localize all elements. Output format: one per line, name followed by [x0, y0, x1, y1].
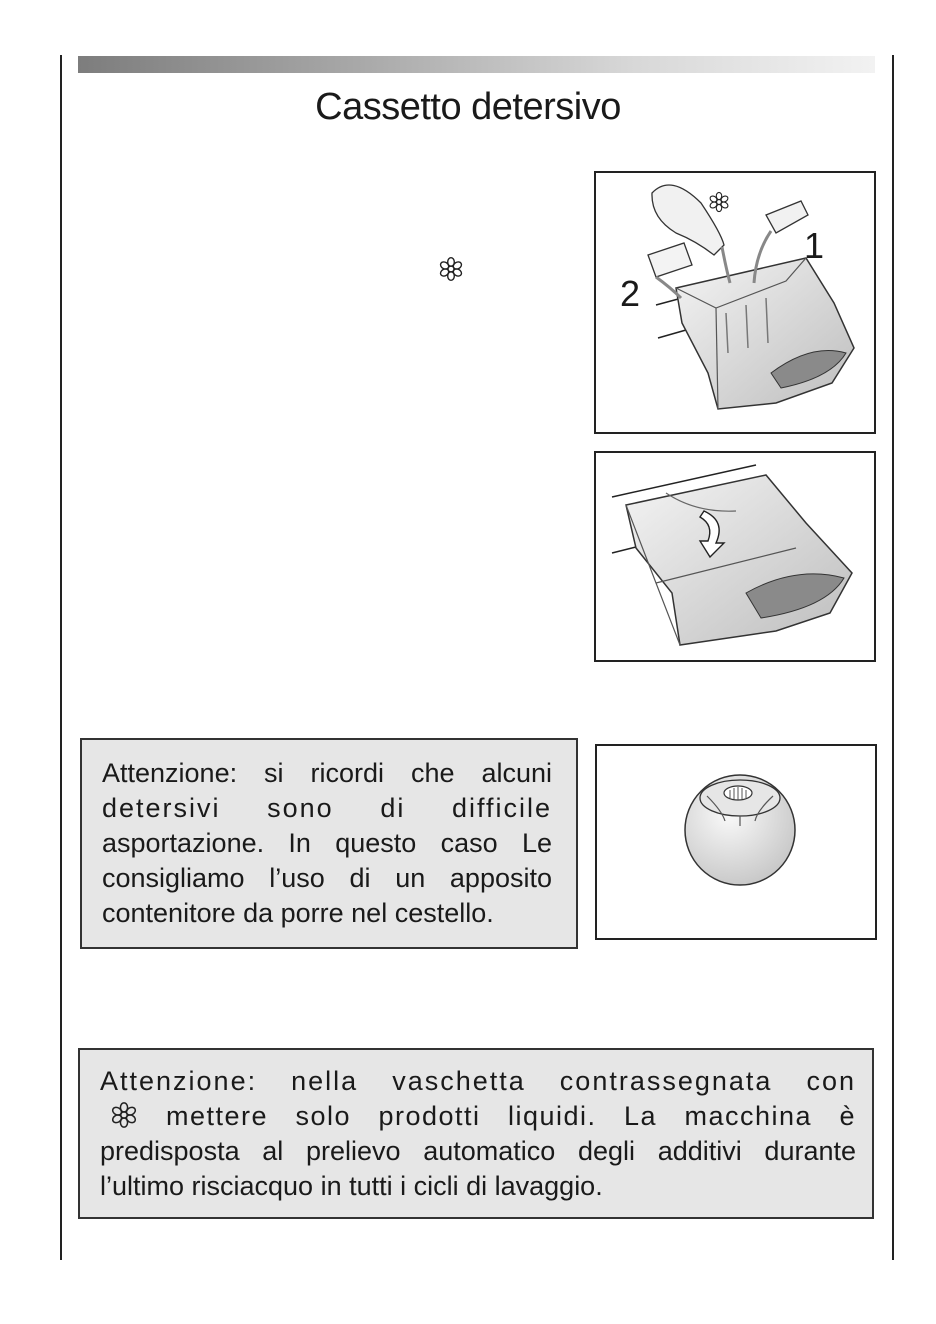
warning-note-liquid-only	[78, 1048, 874, 1219]
note-line: mettere solo prodotti liquidi. La macchina è	[166, 1101, 856, 1131]
drawer-arrow-illustration	[594, 451, 876, 662]
note-line: detersivi sono di difficile	[102, 793, 552, 823]
dispenser-ball-illustration	[595, 744, 877, 940]
note-line: predisposta al prelievo automatico degli additivi durante	[100, 1136, 856, 1166]
drawer-arrow-drawing	[596, 453, 874, 660]
note-line: Attenzione: si ricordi che alcuni	[102, 758, 552, 788]
note-line: asportazione. In questo caso Le	[102, 828, 552, 858]
note-line: consigliamo l’uso di un apposito	[102, 863, 552, 893]
detergent-ball-icon	[597, 746, 875, 938]
warning-note-detergents	[80, 738, 578, 949]
flower-softener-icon	[438, 256, 464, 282]
right-margin-rule	[892, 55, 894, 1260]
drawer-fill-illustration	[594, 171, 876, 434]
note-line: contenitore da porre nel cestello.	[102, 898, 494, 928]
flower-softener-icon	[110, 1101, 138, 1129]
left-margin-rule	[60, 55, 62, 1260]
compartment-label-1: 1	[804, 225, 825, 266]
page-title: Cassetto detersivo	[315, 86, 621, 128]
note-line: Attenzione: nella vaschetta contrassegnata con	[100, 1066, 856, 1096]
note-line: l’ultimo risciacquo in tutti i cicli di lavaggio.	[100, 1171, 603, 1201]
header-gradient-bar	[78, 56, 875, 73]
compartment-label-2: 2	[620, 273, 641, 314]
